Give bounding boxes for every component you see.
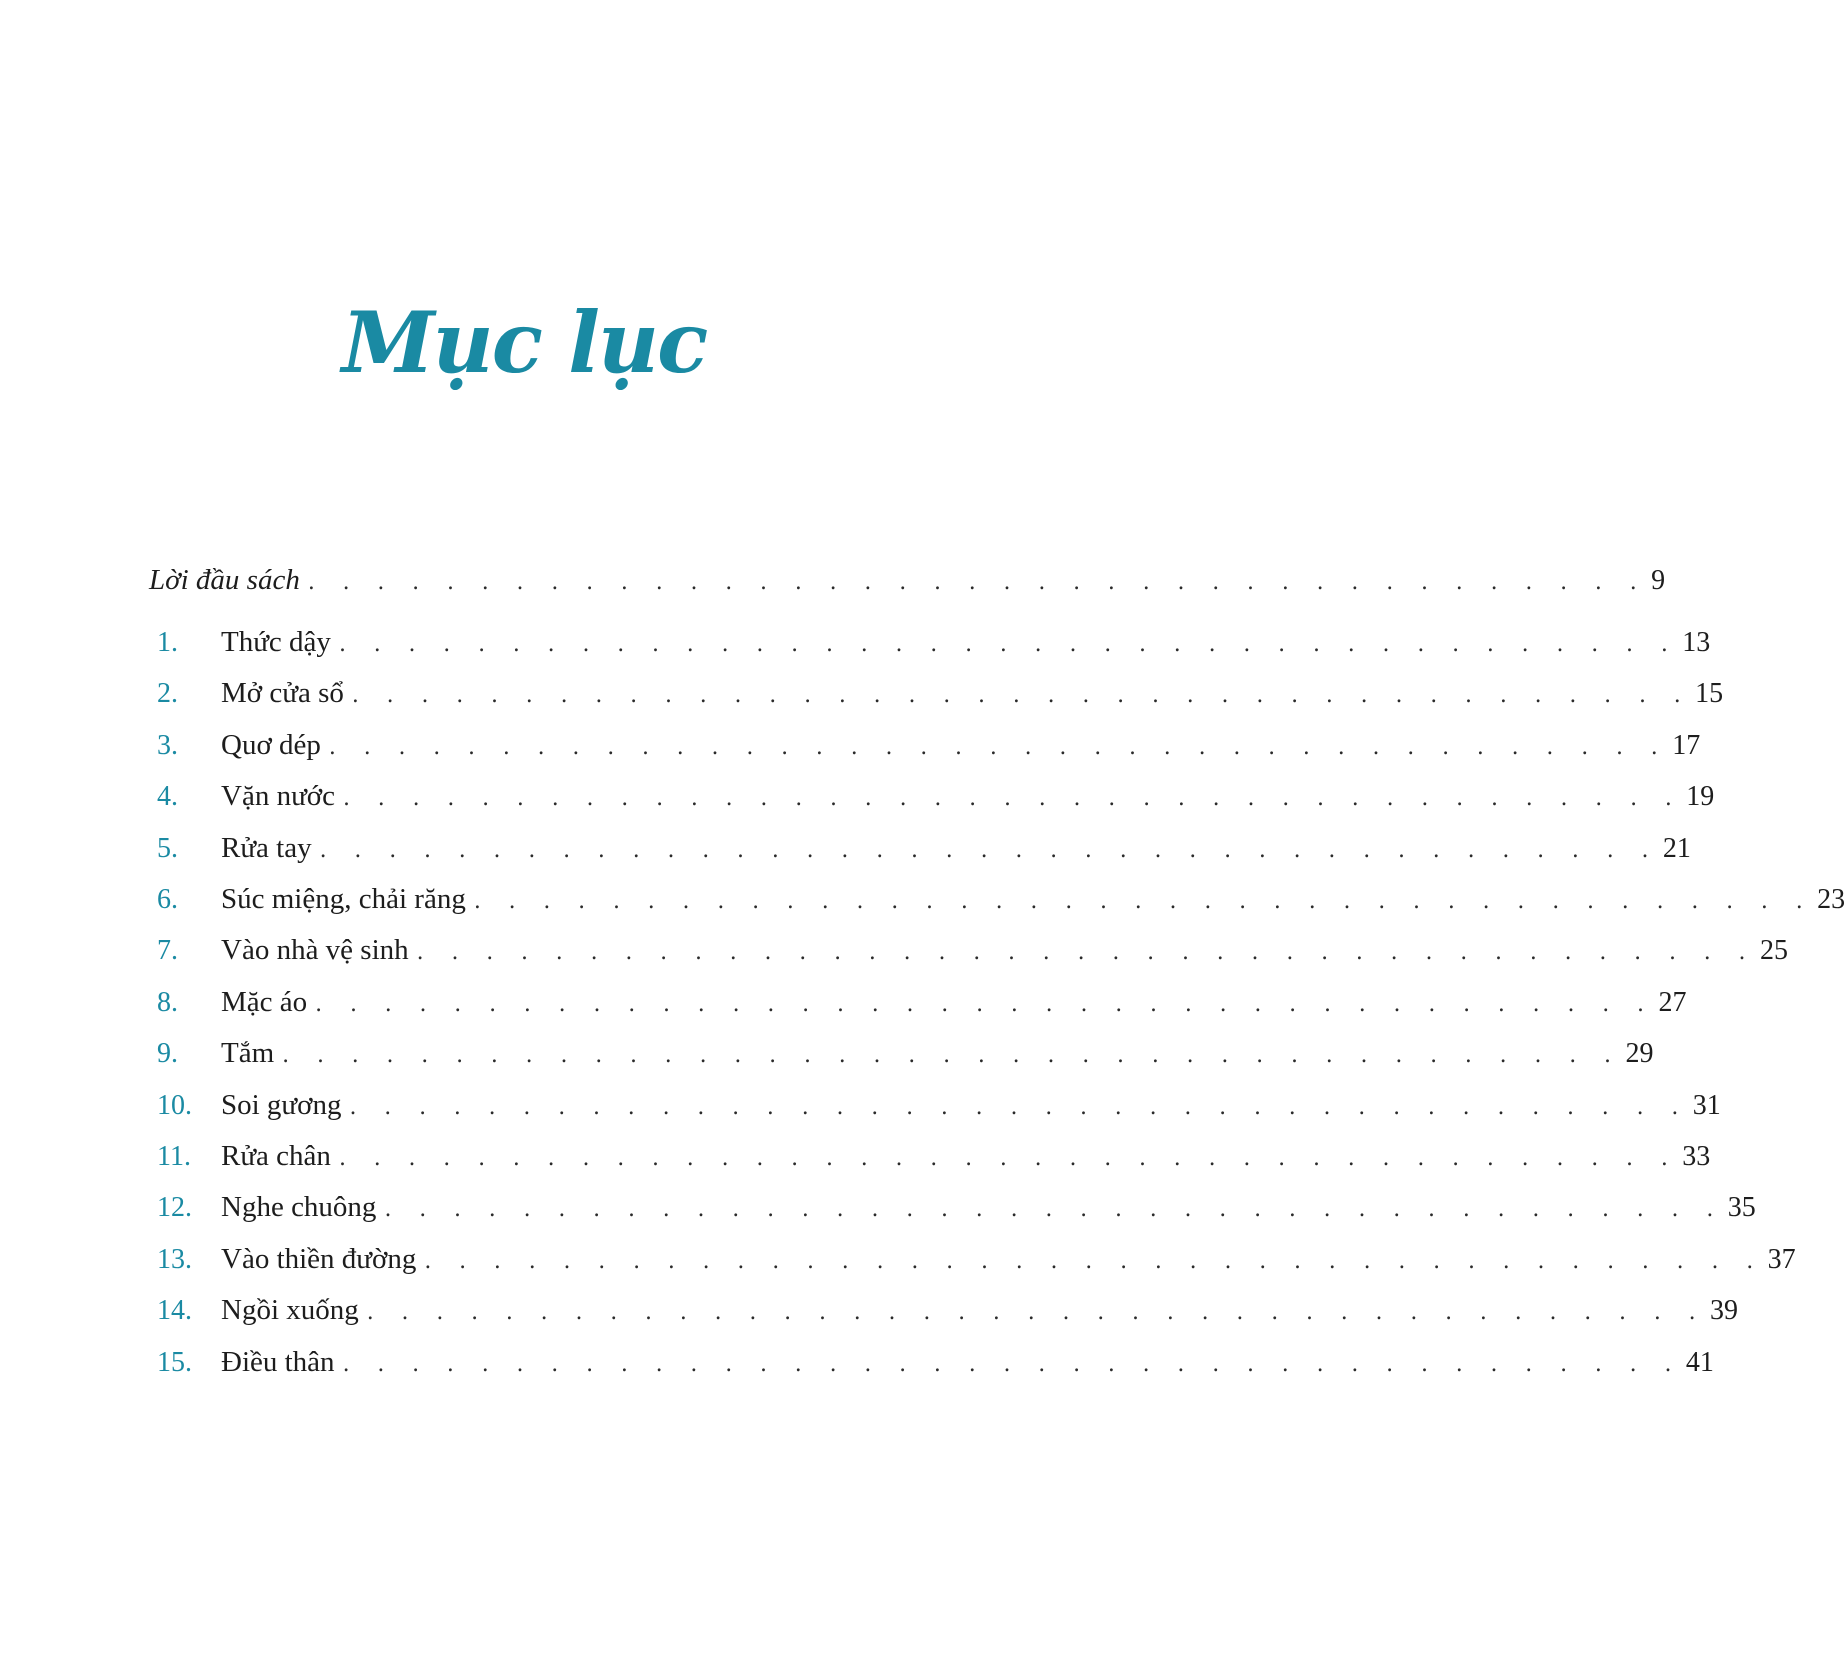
toc-entry-label: Tắm — [221, 1037, 275, 1070]
toc-entry-label: Vào thiền đường — [221, 1242, 417, 1275]
toc-entry-number: 7. — [157, 935, 178, 967]
toc-entry[interactable] — [157, 879, 1845, 919]
toc-leader: . . . . . . . . . . . . . . . . . . . . . . . . . . . . . . . . . . . . . . . — [424, 1248, 1764, 1274]
toc-entry-page: 27 — [1658, 986, 1687, 1018]
toc-entry-page: 21 — [1662, 832, 1691, 864]
toc-entry[interactable] — [157, 1290, 1739, 1330]
toc-entry-label: Rửa chân — [221, 1140, 331, 1172]
toc-entry-label: Súc miệng, chải răng — [221, 883, 466, 915]
toc-entry-label: Soi gương — [221, 1088, 342, 1121]
toc-leader: . . . . . . . . . . . . . . . . . . . . . . . . . . . . . . . . . . . . . . . — [351, 683, 1692, 709]
toc-entry[interactable] — [157, 930, 1788, 970]
toc-preface-label: Lời đầu sách — [149, 564, 300, 596]
toc-entry[interactable] — [157, 982, 1687, 1022]
toc-entry-number: 12. — [157, 1192, 192, 1224]
toc-entry-label: Ngồi xuống — [221, 1294, 359, 1327]
toc-leader: . . . . . . . . . . . . . . . . . . . . . . . . . . . . . . . . . . . . . . . — [338, 632, 1679, 657]
toc-leader: . . . . . . . . . . . . . . . . . . . . . . . . . . . . . . . . . . . . . . . — [473, 889, 1814, 914]
toc-entry-page: 35 — [1727, 1192, 1756, 1224]
toc-entry-label: Vào nhà vệ sinh — [221, 934, 409, 967]
toc-entry-page: 39 — [1710, 1295, 1739, 1327]
toc-entry[interactable] — [157, 1342, 1714, 1382]
toc-entry-number: 8. — [157, 986, 178, 1018]
toc-leader: . . . . . . . . . . . . . . . . . . . . . . . . . . . . . . . . . . . . . . . — [307, 570, 1648, 595]
toc-entry-number: 4. — [157, 781, 178, 813]
toc-entry[interactable] — [157, 776, 1715, 816]
toc-entry-label: Quơ dép — [221, 728, 321, 761]
toc-entry-number: 9. — [157, 1038, 178, 1070]
toc-leader: . . . . . . . . . . . . . . . . . . . . . . . . . . . . . . . . . . . . . . . — [319, 837, 1659, 863]
toc-entry-label: Điều thân — [221, 1345, 335, 1378]
toc-entry-page: 37 — [1767, 1243, 1796, 1275]
toc-preface[interactable] — [149, 560, 1666, 600]
toc-entry-label: Mở cửa sổ — [221, 677, 344, 710]
toc-preface-page: 9 — [1651, 565, 1666, 596]
toc-entry[interactable] — [157, 1033, 1654, 1073]
toc-entry-page: 23 — [1817, 884, 1845, 915]
toc-entry-label: Rửa tay — [221, 831, 312, 864]
toc-entry-page: 13 — [1682, 627, 1711, 658]
toc-leader: . . . . . . . . . . . . . . . . . . . . . . . . . . . . . . . . . . . . . . . — [282, 1043, 1622, 1069]
toc-entry-label: Thức dậy — [221, 626, 331, 658]
toc-entry-number: 1. — [157, 627, 178, 658]
toc-leader: . . . . . . . . . . . . . . . . . . . . . . . . . . . . . . . . . . . . . . . — [349, 1094, 1689, 1120]
toc-entry[interactable] — [157, 1187, 1756, 1227]
toc-entry-number: 13. — [157, 1243, 192, 1275]
toc-entry-number: 6. — [157, 884, 178, 915]
toc-entry-label: Vặn nước — [221, 780, 335, 813]
page-title: Mục lục — [341, 293, 707, 392]
toc-entry[interactable] — [157, 725, 1701, 765]
toc-entry-page: 33 — [1682, 1141, 1711, 1172]
toc-entry-number: 3. — [157, 729, 178, 761]
toc-entry[interactable] — [157, 828, 1691, 868]
toc-entry-label: Mặc áo — [221, 985, 308, 1018]
toc-leader: . . . . . . . . . . . . . . . . . . . . . . . . . . . . . . . . . . . . . . . — [384, 1197, 1724, 1223]
toc-entry-page: 17 — [1672, 729, 1701, 761]
toc-entry[interactable] — [157, 622, 1711, 662]
toc-entry-page: 41 — [1685, 1346, 1714, 1378]
toc-leader: . . . . . . . . . . . . . . . . . . . . . . . . . . . . . . . . . . . . . . . — [416, 940, 1756, 966]
toc-entry-page: 19 — [1686, 781, 1715, 813]
toc-entry-number: 5. — [157, 832, 178, 864]
toc-leader: . . . . . . . . . . . . . . . . . . . . . . . . . . . . . . . . . . . . . . . — [338, 1146, 1679, 1171]
toc-leader: . . . . . . . . . . . . . . . . . . . . . . . . . . . . . . . . . . . . . . . — [328, 734, 1669, 760]
toc-leader: . . . . . . . . . . . . . . . . . . . . . . . . . . . . . . . . . . . . . . . — [366, 1300, 1707, 1326]
toc-entry[interactable] — [157, 1085, 1721, 1125]
toc-leader: . . . . . . . . . . . . . . . . . . . . . . . . . . . . . . . . . . . . . . . — [315, 991, 1655, 1017]
toc-entry-number: 2. — [157, 678, 178, 710]
toc-entry-number: 10. — [157, 1089, 192, 1121]
toc-entry-page: 15 — [1695, 678, 1724, 710]
toc-entry-page: 31 — [1692, 1089, 1721, 1121]
toc-entry[interactable] — [157, 1239, 1796, 1279]
toc-entry[interactable] — [157, 673, 1724, 713]
toc-entry-number: 14. — [157, 1295, 192, 1327]
toc-leader: . . . . . . . . . . . . . . . . . . . . . . . . . . . . . . . . . . . . . . . — [343, 786, 1683, 812]
toc-entry-label: Nghe chuông — [221, 1191, 377, 1224]
toc-entry[interactable] — [157, 1136, 1711, 1176]
toc-entry-page: 25 — [1759, 935, 1788, 967]
toc-leader: . . . . . . . . . . . . . . . . . . . . . . . . . . . . . . . . . . . . . . . — [342, 1351, 1682, 1377]
toc-entry-page: 29 — [1625, 1038, 1654, 1070]
toc-entry-number: 11. — [157, 1141, 191, 1172]
toc-entry-number: 15. — [157, 1346, 192, 1378]
